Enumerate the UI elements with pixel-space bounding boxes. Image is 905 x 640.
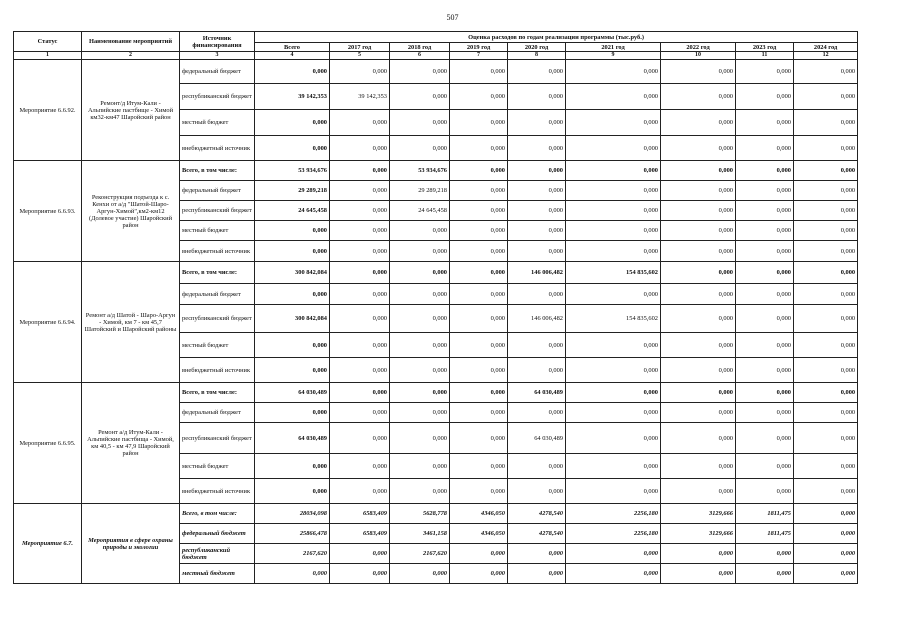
year-value: 0,000: [450, 423, 508, 454]
year-value: 0,000: [736, 84, 794, 110]
year-value: 0,000: [508, 358, 566, 383]
column-number: 4: [255, 52, 330, 60]
expense-table: [13, 31, 858, 584]
total-value: 300 842,084: [255, 262, 330, 284]
table-row: [14, 383, 858, 403]
column-number: 3: [180, 52, 255, 60]
funding-source: внебюджетный источник: [180, 136, 255, 161]
year-value: 0,000: [508, 454, 566, 479]
year-value: 4278,540: [508, 524, 566, 544]
year-value: 0,000: [330, 305, 390, 333]
year-value: 0,000: [390, 423, 450, 454]
year-value: 3129,666: [661, 504, 736, 524]
year-value: 0,000: [794, 333, 858, 358]
year-value: 0,000: [661, 221, 736, 241]
year-value: 0,000: [508, 181, 566, 201]
funding-source: республиканский бюджет: [180, 544, 255, 564]
total-value: 0,000: [255, 110, 330, 136]
year-value: 4346,050: [450, 524, 508, 544]
year-value: 0,000: [661, 423, 736, 454]
year-value: 0,000: [736, 284, 794, 305]
year-value: 0,000: [566, 544, 661, 564]
year-value: 1811,475: [736, 504, 794, 524]
activity-group: [14, 161, 858, 262]
year-value: 0,000: [566, 479, 661, 504]
year-value: 0,000: [450, 358, 508, 383]
column-number: 5: [330, 52, 390, 60]
year-value: 0,000: [736, 136, 794, 161]
year-value: 0,000: [661, 358, 736, 383]
year-value: 0,000: [450, 479, 508, 504]
year-value: 0,000: [390, 241, 450, 262]
total-value: 0,000: [255, 284, 330, 305]
column-number: 11: [736, 52, 794, 60]
year-value: 0,000: [736, 241, 794, 262]
page-number: 507: [446, 13, 459, 22]
year-value: 0,000: [390, 84, 450, 110]
year-value: 0,000: [390, 358, 450, 383]
year-value: 0,000: [330, 544, 390, 564]
year-value: 0,000: [566, 284, 661, 305]
year-value: 0,000: [330, 262, 390, 284]
year-value: 0,000: [566, 201, 661, 221]
year-value: 0,000: [736, 161, 794, 181]
year-value: 0,000: [661, 284, 736, 305]
column-number: 10: [661, 52, 736, 60]
year-value: 146 006,482: [508, 262, 566, 284]
year-value: 0,000: [390, 262, 450, 284]
year-value: 0,000: [390, 564, 450, 584]
year-value: 0,000: [508, 284, 566, 305]
activity-status: Мероприятие 6.6.92.: [14, 60, 82, 161]
year-value: 0,000: [450, 333, 508, 358]
funding-source: федеральный бюджет: [180, 60, 255, 84]
year-value: 0,000: [661, 564, 736, 584]
year-value: 0,000: [794, 454, 858, 479]
year-value: 0,000: [794, 403, 858, 423]
year-value: 0,000: [390, 479, 450, 504]
funding-source: местный бюджет: [180, 454, 255, 479]
year-value: 0,000: [736, 305, 794, 333]
funding-source: внебюджетный источник: [180, 358, 255, 383]
total-value: 0,000: [255, 403, 330, 423]
funding-source: Всего, в том числе:: [180, 262, 255, 284]
activity-group: [14, 60, 858, 161]
year-value: 0,000: [566, 241, 661, 262]
year-value: 146 006,482: [508, 305, 566, 333]
activity-name: Мероприятия в сфере охраны природы и экологии: [82, 504, 180, 584]
year-header: 2021 год: [566, 43, 661, 52]
year-value: 0,000: [450, 181, 508, 201]
year-value: 0,000: [736, 383, 794, 403]
year-value: 0,000: [794, 383, 858, 403]
activity-status: Мероприятие 6.7.: [14, 504, 82, 584]
year-value: 0,000: [450, 284, 508, 305]
total-value: 25866,478: [255, 524, 330, 544]
funding-source: внебюджетный источник: [180, 241, 255, 262]
total-value: 0,000: [255, 221, 330, 241]
funding-source: федеральный бюджет: [180, 524, 255, 544]
total-value: 39 142,353: [255, 84, 330, 110]
column-number: 12: [794, 52, 858, 60]
year-value: 0,000: [794, 305, 858, 333]
year-value: 0,000: [736, 333, 794, 358]
year-value: 154 835,602: [566, 305, 661, 333]
year-value: 0,000: [661, 544, 736, 564]
year-value: 5628,778: [390, 504, 450, 524]
year-value: 0,000: [390, 333, 450, 358]
year-value: 0,000: [661, 241, 736, 262]
year-value: 0,000: [450, 201, 508, 221]
year-value: 0,000: [661, 84, 736, 110]
year-value: 0,000: [794, 161, 858, 181]
year-value: 0,000: [794, 524, 858, 544]
year-value: 0,000: [330, 284, 390, 305]
year-value: 0,000: [330, 221, 390, 241]
year-value: 0,000: [566, 333, 661, 358]
year-value: 0,000: [794, 564, 858, 584]
year-value: 0,000: [390, 110, 450, 136]
year-value: 0,000: [566, 423, 661, 454]
year-value: 0,000: [736, 60, 794, 84]
activity-group: [14, 504, 858, 584]
year-value: 6583,409: [330, 524, 390, 544]
year-value: 53 934,676: [390, 161, 450, 181]
year-value: 2256,180: [566, 504, 661, 524]
status-header: Статус: [14, 32, 82, 52]
total-value: 24 645,458: [255, 201, 330, 221]
column-number: 6: [390, 52, 450, 60]
year-value: 0,000: [450, 60, 508, 84]
year-value: 0,000: [390, 284, 450, 305]
activity-group: [14, 262, 858, 383]
activity-name: Ремонт а/д Шатой - Шаро-Аргун - Химой, км 7 - км 45,7 Шатойский и Шаройский районы: [82, 262, 180, 383]
year-value: 0,000: [390, 60, 450, 84]
funding-source: федеральный бюджет: [180, 284, 255, 305]
total-value: 53 934,676: [255, 161, 330, 181]
total-value: 0,000: [255, 454, 330, 479]
year-value: 0,000: [566, 84, 661, 110]
year-header: 2023 год: [736, 43, 794, 52]
year-value: 0,000: [794, 110, 858, 136]
year-header: 2024 год: [794, 43, 858, 52]
year-value: 0,000: [566, 383, 661, 403]
total-value: 0,000: [255, 241, 330, 262]
total-value: 300 842,084: [255, 305, 330, 333]
year-value: 0,000: [508, 403, 566, 423]
year-value: 0,000: [390, 305, 450, 333]
year-value: 0,000: [390, 383, 450, 403]
year-value: 0,000: [794, 60, 858, 84]
year-value: 0,000: [736, 221, 794, 241]
year-value: 0,000: [508, 564, 566, 584]
year-value: 0,000: [661, 305, 736, 333]
year-value: 0,000: [450, 84, 508, 110]
year-value: 0,000: [736, 201, 794, 221]
year-value: 1811,475: [736, 524, 794, 544]
year-header: 2022 год: [661, 43, 736, 52]
year-value: 0,000: [508, 136, 566, 161]
year-value: 0,000: [566, 60, 661, 84]
activity-status: Мероприятие 6.6.93.: [14, 161, 82, 262]
activity-group: [14, 383, 858, 504]
year-value: 0,000: [794, 504, 858, 524]
year-value: 0,000: [794, 544, 858, 564]
year-value: 0,000: [508, 110, 566, 136]
year-value: 2167,620: [390, 544, 450, 564]
year-value: 64 030,489: [508, 423, 566, 454]
year-value: 0,000: [450, 564, 508, 584]
year-value: 0,000: [450, 221, 508, 241]
year-value: 0,000: [794, 221, 858, 241]
year-value: 0,000: [661, 181, 736, 201]
year-value: 0,000: [661, 110, 736, 136]
year-value: 0,000: [566, 564, 661, 584]
funding-source: внебюджетный источник: [180, 479, 255, 504]
year-value: 0,000: [330, 333, 390, 358]
total-value: 0,000: [255, 564, 330, 584]
year-value: 0,000: [736, 403, 794, 423]
total-header: Всего: [255, 43, 330, 52]
total-value: 2167,620: [255, 544, 330, 564]
year-value: 0,000: [736, 262, 794, 284]
year-value: 0,000: [661, 161, 736, 181]
activity-name: Ремонт/д Итум-Кали - Альпийские пастбище - Химой км32-км47 Шаройский район: [82, 60, 180, 161]
column-number: 1: [14, 52, 82, 60]
year-value: 0,000: [508, 333, 566, 358]
funding-source: федеральный бюджет: [180, 181, 255, 201]
funding-source: федеральный бюджет: [180, 403, 255, 423]
total-value: 64 030,489: [255, 383, 330, 403]
year-value: 0,000: [508, 544, 566, 564]
funding-source: Всего, в том числе:: [180, 504, 255, 524]
total-value: 29 289,218: [255, 181, 330, 201]
year-value: 0,000: [736, 423, 794, 454]
year-value: 0,000: [566, 221, 661, 241]
year-value: 0,000: [661, 60, 736, 84]
year-value: 0,000: [390, 403, 450, 423]
year-value: 0,000: [661, 479, 736, 504]
year-value: 0,000: [330, 383, 390, 403]
funding-source: местный бюджет: [180, 221, 255, 241]
year-value: 0,000: [508, 201, 566, 221]
year-value: 0,000: [736, 479, 794, 504]
activity-name: Реконструкция подъезда к с. Кенхи от а/д "Шатой-Шаро-Аргун-Химой",км2-км12 (Долевое участие) Шаройский район: [82, 161, 180, 262]
year-value: 0,000: [661, 136, 736, 161]
year-value: 0,000: [450, 161, 508, 181]
year-header: 2019 год: [450, 43, 508, 52]
total-value: 0,000: [255, 60, 330, 84]
table-row: [14, 161, 858, 181]
funding-source: Всего, в том числе:: [180, 383, 255, 403]
column-number: 2: [82, 52, 180, 60]
column-number: 9: [566, 52, 661, 60]
year-value: 0,000: [330, 110, 390, 136]
year-value: 0,000: [794, 479, 858, 504]
year-value: 0,000: [508, 479, 566, 504]
year-value: 0,000: [794, 284, 858, 305]
funding-source: местный бюджет: [180, 110, 255, 136]
year-header: 2020 год: [508, 43, 566, 52]
activity-status: Мероприятие 6.6.94.: [14, 262, 82, 383]
year-value: 0,000: [794, 423, 858, 454]
year-value: 0,000: [390, 136, 450, 161]
year-value: 0,000: [330, 60, 390, 84]
year-value: 0,000: [566, 110, 661, 136]
year-value: 0,000: [794, 136, 858, 161]
year-value: 64 030,489: [508, 383, 566, 403]
year-value: 0,000: [390, 454, 450, 479]
year-value: 6583,409: [330, 504, 390, 524]
year-value: 0,000: [661, 383, 736, 403]
year-value: 0,000: [450, 262, 508, 284]
year-value: 0,000: [508, 60, 566, 84]
year-value: 0,000: [330, 136, 390, 161]
funding-source: республиканский бюджет: [180, 423, 255, 454]
year-value: 0,000: [450, 403, 508, 423]
year-value: 0,000: [330, 201, 390, 221]
year-value: 0,000: [736, 110, 794, 136]
year-value: 0,000: [330, 564, 390, 584]
total-value: 0,000: [255, 136, 330, 161]
funding-source: республиканский бюджет: [180, 84, 255, 110]
year-header: 2018 год: [390, 43, 450, 52]
total-value: 28034,098: [255, 504, 330, 524]
year-value: 0,000: [736, 564, 794, 584]
year-value: 0,000: [661, 262, 736, 284]
year-value: 0,000: [450, 383, 508, 403]
year-value: 0,000: [330, 181, 390, 201]
total-value: 0,000: [255, 333, 330, 358]
year-value: 0,000: [794, 358, 858, 383]
year-value: 0,000: [794, 262, 858, 284]
table-row: [14, 504, 858, 524]
year-value: 4278,540: [508, 504, 566, 524]
estimate-header: Оценка расходов по годам реализации программы (тыс.руб.): [255, 32, 858, 43]
year-value: 0,000: [566, 136, 661, 161]
year-value: 0,000: [330, 479, 390, 504]
year-value: 154 835,602: [566, 262, 661, 284]
year-value: 0,000: [450, 544, 508, 564]
year-value: 0,000: [736, 181, 794, 201]
funding-source: местный бюджет: [180, 333, 255, 358]
year-value: 4346,050: [450, 504, 508, 524]
year-value: 24 645,458: [390, 201, 450, 221]
year-value: 0,000: [450, 241, 508, 262]
column-number: 8: [508, 52, 566, 60]
year-value: 29 289,218: [390, 181, 450, 201]
funding-source: республиканский бюджет: [180, 201, 255, 221]
year-value: 0,000: [566, 161, 661, 181]
year-value: 0,000: [736, 358, 794, 383]
year-value: 0,000: [450, 454, 508, 479]
year-value: 0,000: [508, 161, 566, 181]
year-value: 0,000: [450, 110, 508, 136]
name-header: Наименование мероприятий: [82, 32, 180, 52]
funding-source: местный бюджет: [180, 564, 255, 584]
year-value: 0,000: [566, 403, 661, 423]
year-value: 0,000: [330, 358, 390, 383]
year-value: 0,000: [390, 221, 450, 241]
column-numbers-row: [14, 52, 858, 60]
year-value: 0,000: [330, 423, 390, 454]
total-value: 64 030,489: [255, 423, 330, 454]
year-value: 0,000: [330, 403, 390, 423]
year-value: 0,000: [661, 454, 736, 479]
year-value: 0,000: [330, 241, 390, 262]
year-value: 0,000: [794, 84, 858, 110]
table-row: [14, 60, 858, 84]
total-value: 0,000: [255, 479, 330, 504]
year-value: 0,000: [566, 181, 661, 201]
year-value: 39 142,353: [330, 84, 390, 110]
total-value: 0,000: [255, 358, 330, 383]
year-value: 0,000: [330, 161, 390, 181]
year-value: 0,000: [736, 544, 794, 564]
year-value: 0,000: [508, 84, 566, 110]
year-value: 0,000: [330, 454, 390, 479]
year-value: 0,000: [661, 403, 736, 423]
funding-source: Всего, в том числе:: [180, 161, 255, 181]
year-value: 0,000: [508, 221, 566, 241]
source-header: Источник финансирования: [180, 32, 255, 52]
year-value: 0,000: [566, 358, 661, 383]
funding-source: республиканский бюджет: [180, 305, 255, 333]
activity-status: Мероприятие 6.6.95.: [14, 383, 82, 504]
year-value: 0,000: [450, 136, 508, 161]
activity-name: Ремонт а/д Итум-Кали - Альпийские пастбища - Химой, км 40,5 - км 47,9 Шаройский район: [82, 383, 180, 504]
year-value: 0,000: [450, 305, 508, 333]
year-value: 0,000: [794, 181, 858, 201]
year-value: 0,000: [794, 201, 858, 221]
year-value: 0,000: [736, 454, 794, 479]
year-header: 2017 год: [330, 43, 390, 52]
year-value: 3129,666: [661, 524, 736, 544]
table-header: [14, 32, 858, 60]
table-row: [14, 262, 858, 284]
year-value: 0,000: [566, 454, 661, 479]
year-value: 0,000: [661, 333, 736, 358]
column-number: 7: [450, 52, 508, 60]
year-value: 0,000: [794, 241, 858, 262]
year-value: 3461,158: [390, 524, 450, 544]
year-value: 2256,180: [566, 524, 661, 544]
year-value: 0,000: [508, 241, 566, 262]
year-value: 0,000: [661, 201, 736, 221]
